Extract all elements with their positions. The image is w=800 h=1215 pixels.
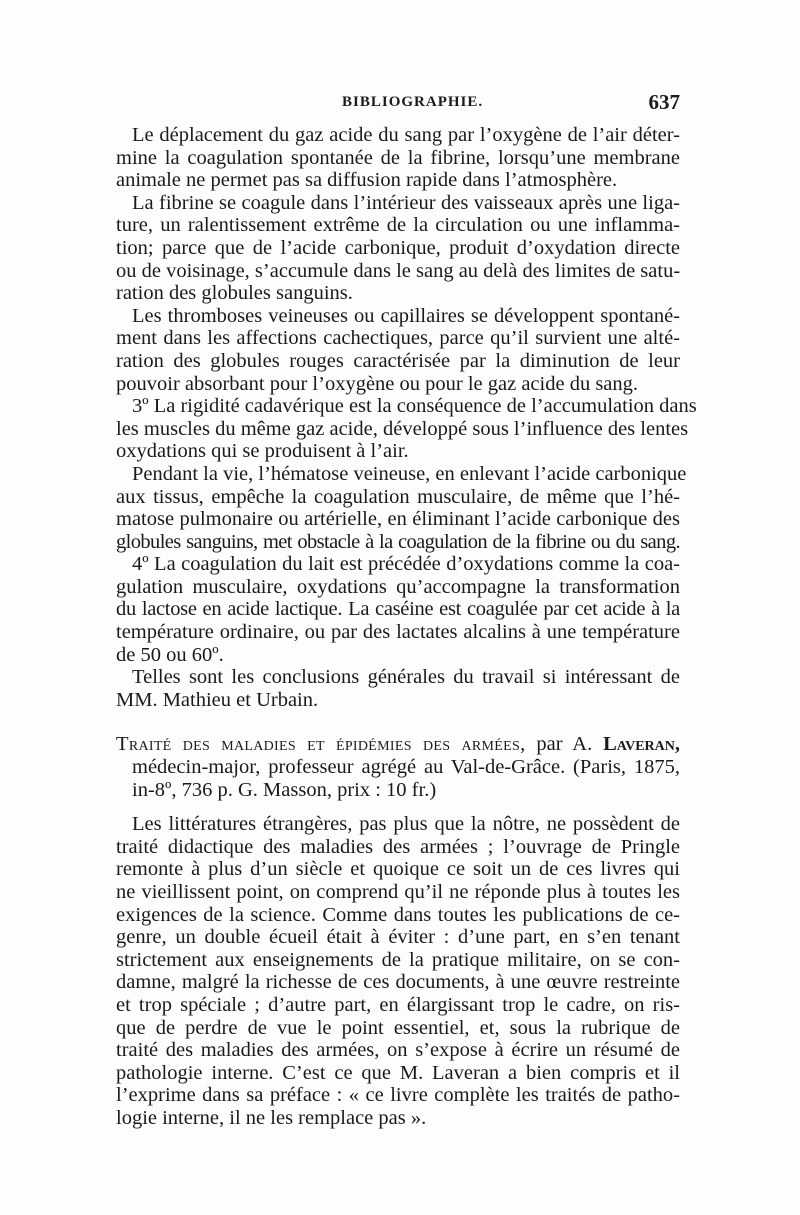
text-line: ration des globules sanguins.: [116, 282, 353, 305]
text-line: du lactose en acide lactique. La caséine est coagulée par cet acide à la: [116, 598, 680, 621]
review-author: Laveran,: [603, 733, 680, 756]
text-line: Le déplacement du gaz acide du sang par l’oxygène de l’air déter-: [132, 124, 680, 146]
text-line: 3º La rigidité cadavérique est la conséquence de l’accumulation dans: [132, 395, 697, 418]
text-line: que de perdre de vue le point essentiel, et, sous la rubrique de: [116, 1016, 680, 1039]
text-line: matose pulmonaire ou artérielle, en éliminant l’acide carbonique des: [116, 508, 680, 531]
review-heading: [116, 733, 680, 801]
text-line: traité des maladies des armées, on s’expose à écrire un résumé de: [116, 1039, 680, 1062]
text-line: pathologie interne. C’est ce que M. Laveran a bien compris et il: [116, 1061, 680, 1084]
running-head: BIBLIOGRAPHIE.: [342, 94, 484, 110]
text-line: La fibrine se coagule dans l’intérieur des vaisseaux après une liga-: [132, 191, 680, 214]
section-1: [116, 124, 697, 711]
body-text: [116, 124, 697, 1130]
text-line: ture, un ralentissement extrême de la circulation ou une inflamma-: [116, 214, 680, 237]
text-line: damne, malgré la richesse de ces documents, à une œuvre restreinte: [116, 971, 680, 994]
text-line: de 50 ou 60º.: [116, 643, 224, 666]
text-line: Pendant la vie, l’hématose veineuse, en enlevant l’acide carbonique: [132, 462, 687, 485]
text-line: ment dans les affections cachectiques, parce qu’il survient une alté-: [116, 327, 680, 350]
text-line: traité didactique des maladies des armées ; l’ouvrage de Pringle: [116, 835, 680, 858]
text-line: exigences de la science. Comme dans toutes les publications de ce-: [116, 903, 680, 926]
review-line-2: médecin-major, professeur agrégé au Val-de-Grâce. (Paris, 1875,: [132, 756, 680, 779]
text-line: aux tissus, empêche la coagulation musculaire, de même que l’hé-: [116, 485, 680, 508]
text-line: MM. Mathieu et Urbain.: [116, 688, 319, 711]
text-line: 4º La coagulation du lait est précédée d’oxydations comme la coa-: [132, 553, 680, 576]
text-line: ne vieillissent point, on comprend qu’il ne réponde plus à toutes les: [116, 881, 680, 903]
text-line: animale ne permet pas sa diffusion rapide dans l’atmosphère.: [116, 169, 618, 192]
text-line: globules sanguins, met obstacle à la coagulation de la fibrine ou du sang.: [116, 530, 680, 553]
text-line: logie interne, il ne les remplace pas ».: [116, 1106, 427, 1129]
text-line: genre, un double écueil était à éviter : d’une part, en s’en tenant: [116, 926, 680, 949]
section-gap: [116, 801, 680, 813]
text-line: les muscles du même gaz acide, développé sous l’influence des lentes: [116, 417, 689, 440]
review-by: par A.: [525, 733, 604, 756]
text-line: pouvoir absorbant pour l’oxygène ou pour le gaz acide du sang.: [116, 372, 639, 395]
section-2: [116, 813, 680, 1129]
text-line: gulation musculaire, oxydations qu’accompagne la transformation: [116, 575, 680, 598]
text-line: Telles sont les conclusions générales du travail si intéressant de: [132, 666, 680, 689]
text-line: tion; parce que de l’acide carbonique, produit d’oxydation directe: [116, 236, 680, 259]
review-title: Traité des maladies et épidémies des armées,: [116, 733, 526, 756]
text-line: Les littératures étrangères, pas plus que la nôtre, ne possèdent de: [132, 813, 680, 836]
text-line: température ordinaire, ou par des lactates alcalins à une température: [116, 621, 680, 644]
text-line: l’exprime dans sa préface : « ce livre complète les traités de patho-: [116, 1084, 680, 1107]
review-title-line: [116, 733, 680, 756]
text-line: mine la coagulation spontanée de la fibrine, lorsqu’une membrane: [116, 146, 680, 169]
text-line: et trop spéciale ; d’autre part, en élargissant trop le cadre, on ris-: [116, 993, 680, 1016]
text-line: oxydations qui se produisent à l’air.: [116, 440, 409, 463]
text-line: Les thromboses veineuses ou capillaires se développent spontané-: [132, 304, 680, 327]
text-line: remonte à plus d’un siècle et quoique ce soit un de ces livres qui: [116, 858, 680, 881]
section-gap: [116, 711, 680, 733]
page-number: 637: [648, 90, 680, 114]
page-header: [116, 90, 680, 118]
text-line: ration des globules rouges caractérisée par la diminution de leur: [116, 349, 680, 372]
text-line: strictement aux enseignements de la pratique militaire, on se con-: [116, 948, 680, 971]
review-line-3: in-8º, 736 p. G. Masson, prix : 10 fr.): [132, 778, 437, 801]
text-line: ou de voisinage, s’accumule dans le sang au delà des limites de satu-: [116, 259, 681, 282]
